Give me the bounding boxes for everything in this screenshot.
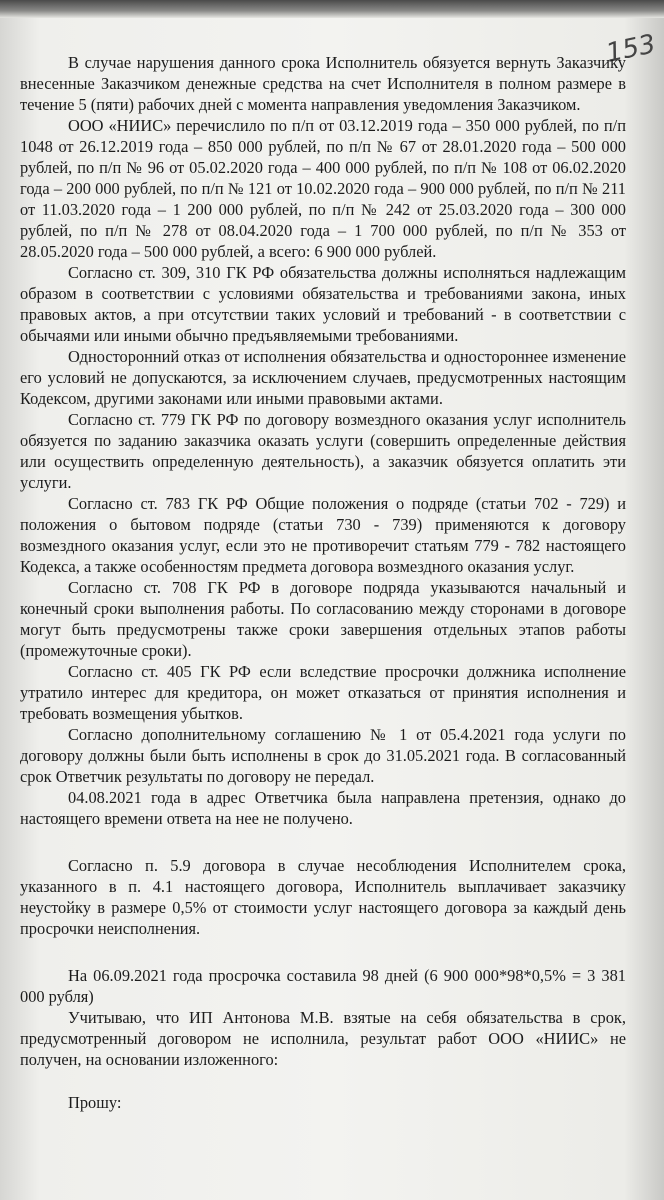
paragraph: Согласно п. 5.9 договора в случае несоблюдения Исполнителем срока, указанного в п. 4.1 настоящего договора, Исполнитель выплачивает заказчику неустойку в размере 0,5% от стоимости услуг настоящего договора за каждый день просрочки неисполнения. xyxy=(20,856,626,938)
paragraph: ООО «НИИС» перечислило по п/п от 03.12.2019 года – 350 000 рублей, по п/п 1048 от 26.12.2019 года – 850 000 рублей, по п/п № 67 от 28.01.2020 года – 500 000 рублей, по п/п № 96 от 05.02.2020 года – 400 000 рублей, по п/п № 108 от 06.02.2020 года – 200 000 рублей, по п/п № 121 от 10.02.2020 года – 900 000 рублей, по п/п № 211 от 11.03.2020 года – 1 200 000 рублей, по п/п № 242 от 25.03.2020 года – 300 000 рублей, по п/п № 278 от 08.04.2020 года – 1 700 000 рублей, по п/п № 353 от 28.05.2020 года – 500 000 рублей, а всего: 6 900 000 рублей. xyxy=(20,116,626,261)
spacer xyxy=(20,1070,626,1092)
paragraph: Согласно ст. 779 ГК РФ по договору возмездного оказания услуг исполнитель обязуется по заданию заказчика оказать услуги (совершить определенные действия или осуществить определенную деятельность), а заказчик обязуется оплатить эти услуги. xyxy=(20,410,626,492)
paragraph: Согласно ст. 783 ГК РФ Общие положения о подряде (статьи 702 - 729) и положения о бытовом подряде (статьи 730 - 739) применяются к договору возмездного оказания услуг, если это не противоречит статьям 779 - 782 настоящего Кодекса, а также особенностям предмета договора возмездного оказания услуг. xyxy=(20,494,626,576)
paragraph: Согласно ст. 708 ГК РФ в договоре подряда указываются начальный и конечный сроки выполнения работы. По согласованию между сторонами в договоре могут быть предусмотрены также сроки завершения отдельных этапов работы (промежуточные сроки). xyxy=(20,578,626,660)
paragraph: Согласно ст. 405 ГК РФ если вследствие просрочки должника исполнение утратило интерес для кредитора, он может отказаться от принятия исполнения и требовать возмещения убытков. xyxy=(20,662,626,723)
request-heading: Прошу: xyxy=(68,1093,122,1112)
paragraph: На 06.09.2021 года просрочка составила 98 дней (6 900 000*98*0,5% = 3 381 000 рубля) xyxy=(20,966,626,1006)
paragraph: Учитываю, что ИП Антонова М.В. взятые на себя обязательства в срок, предусмотренный договором не исполнила, результат работ ООО «НИИС» не получен, на основании изложенного: xyxy=(20,1008,626,1069)
paragraph: Односторонний отказ от исполнения обязательства и одностороннее изменение его условий не допускаются, за исключением случаев, предусмотренных настоящим Кодексом, другими законами или иными правовыми актами. xyxy=(20,347,626,408)
paragraph: Согласно дополнительному соглашению № 1 от 05.4.2021 года услуги по договору должны были быть исполнены в срок до 31.05.2021 года. В согласованный срок Ответчик результаты по договору не передал. xyxy=(20,725,626,786)
handwritten-page-number: 153 xyxy=(603,29,659,69)
scan-top-edge xyxy=(0,0,664,18)
document-body xyxy=(20,52,626,1113)
paragraph: Согласно ст. 309, 310 ГК РФ обязательства должны исполняться надлежащим образом в соответствии с условиями обязательства и требованиями закона, иных правовых актов, а при отсутствии таких условий и требований - в соответствии с обычаями или иными обычно предъявляемыми требованиями. xyxy=(20,263,626,345)
paragraph: В случае нарушения данного срока Исполнитель обязуется вернуть Заказчику внесенные Заказчиком денежные средства на счет Исполнителя в полном размере в течение 5 (пяти) рабочих дней с момента направления уведомления Заказчиком. xyxy=(20,53,626,114)
paragraph: 04.08.2021 года в адрес Ответчика была направлена претензия, однако до настоящего времени ответа на нее не получено. xyxy=(20,788,626,828)
